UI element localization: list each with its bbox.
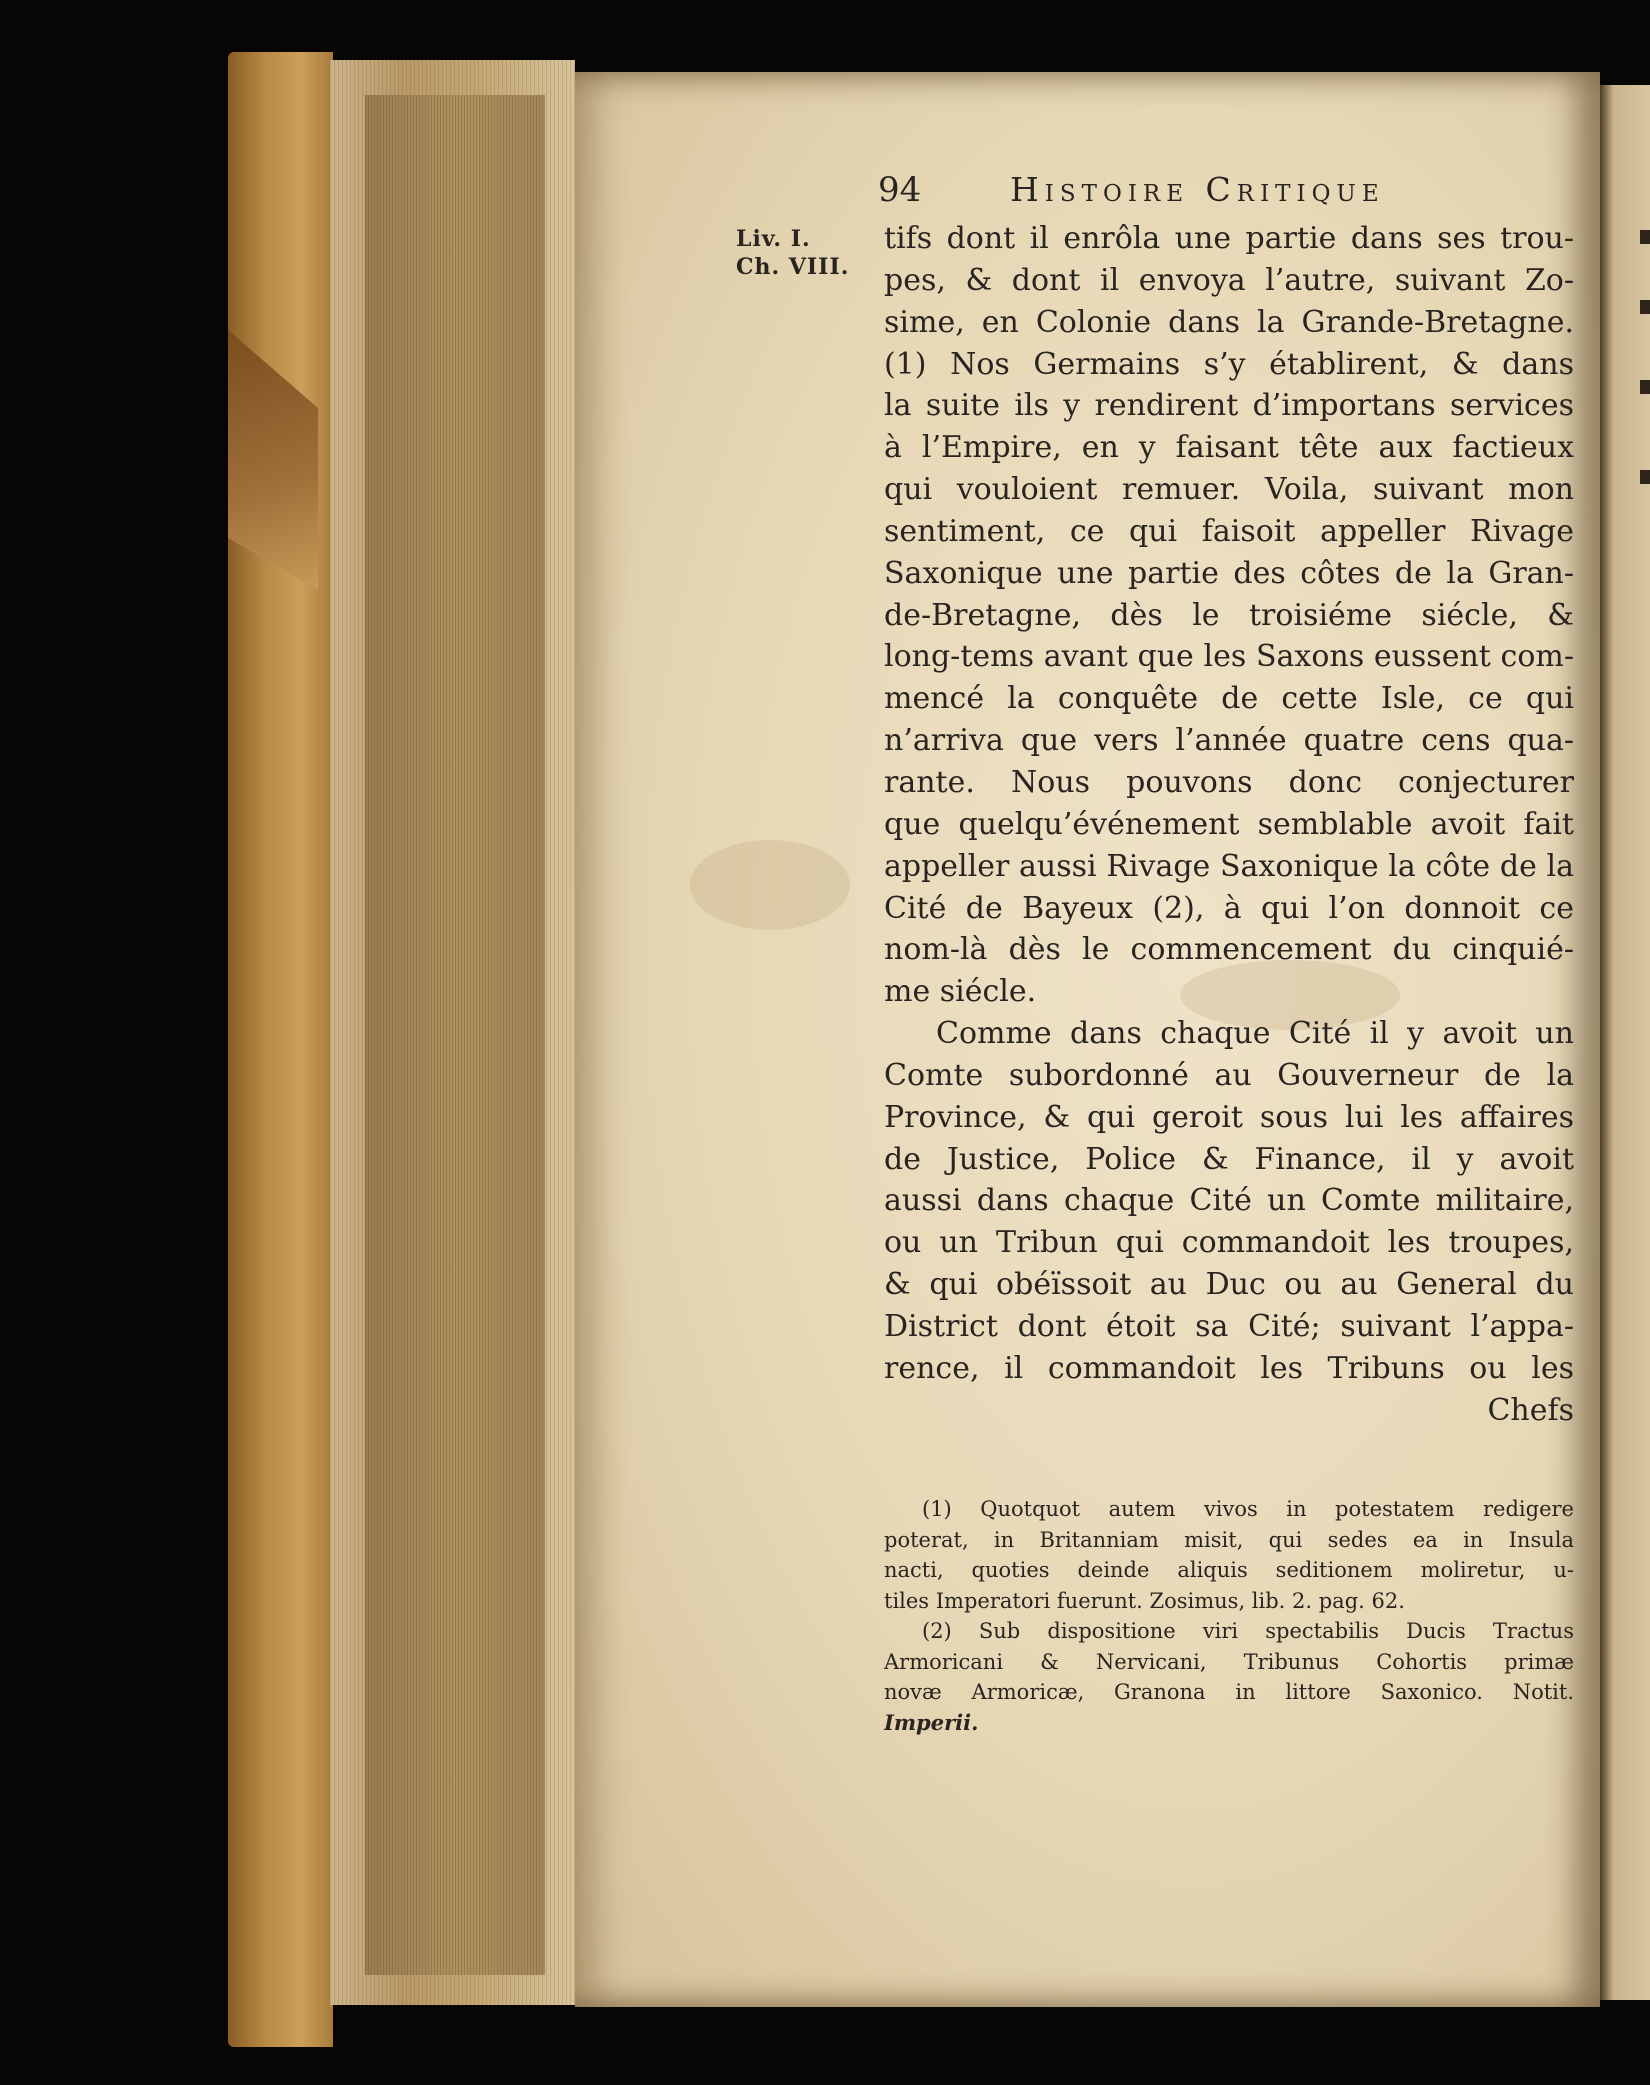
text-line: n’arriva que vers l’année quatre cens qua-	[884, 723, 1574, 759]
text-line: aussi dans chaque Cité un Comte militaire,	[884, 1183, 1574, 1219]
catchword: Chefs	[1487, 1392, 1574, 1428]
text-line: à l’Empire, en y faisant tête aux factieux	[884, 430, 1574, 466]
running-head: Histoire Critique	[1010, 170, 1385, 209]
footnote-line: tiles Imperatori fuerunt. Zosimus, lib. 2. pag. 62.	[884, 1588, 1405, 1613]
text-line: me siécle.	[884, 974, 1037, 1010]
text-line: sentiment, ce qui faisoit appeller Rivage	[884, 513, 1574, 549]
text-line: appeller aussi Rivage Saxonique la côte de la	[884, 848, 1574, 884]
text-line: que quelqu’événement semblable avoit fait	[884, 806, 1574, 842]
text-line: qui vouloient remuer. Voila, suivant mon	[884, 472, 1574, 508]
footnote-line: (2) Sub dispositione viri spectabilis Ducis Tractus	[922, 1619, 1574, 1643]
text-line: pes, & dont il envoya l’autre, suivant Zo-	[884, 262, 1574, 298]
text-line: Saxonique une partie des côtes de la Gran-	[884, 555, 1574, 591]
side-note-chapter: Ch. VIII.	[736, 254, 850, 280]
footnote-line: Imperii.	[884, 1709, 979, 1735]
facing-page-edge	[1598, 85, 1650, 2000]
text-line: Comte subordonné au Gouverneur de la	[884, 1057, 1574, 1093]
text-line: sime, en Colonie dans la Grande-Bretagne.	[884, 304, 1574, 340]
body-text	[884, 218, 1574, 1431]
footnote-line: poterat, in Britanniam misit, qui sedes ea in Insula	[884, 1527, 1574, 1552]
text-line: de-Bretagne, dès le troisiéme siécle, &	[884, 597, 1574, 633]
text-line: Cité de Bayeux (2), à qui l’on donnoit ce	[884, 890, 1574, 926]
text-line: District dont étoit sa Cité; suivant l’appa-	[884, 1308, 1574, 1344]
facing-page-ink	[1640, 380, 1650, 394]
footnote-line: (1) Quotquot autem vivos in potestatem redigere	[922, 1497, 1574, 1521]
text-line: rante. Nous pouvons donc conjecturer	[884, 764, 1574, 800]
paper-stain	[690, 840, 850, 930]
facing-page-ink	[1640, 230, 1650, 244]
text-line: (1) Nos Germains s’y établirent, & dans	[884, 346, 1574, 382]
facing-page-ink	[1640, 470, 1650, 484]
side-note-book: Liv. I.	[736, 226, 811, 252]
page-number: 94	[878, 170, 922, 210]
footnotes	[884, 1494, 1574, 1738]
facing-page-ink	[1640, 300, 1650, 314]
text-line: tifs dont il enrôla une partie dans ses trou-	[884, 221, 1574, 256]
footnote-line: Armoricani & Nervicani, Tribunus Cohortis primæ	[884, 1649, 1574, 1674]
text-line: mencé la conquête de cette Isle, ce qui	[884, 681, 1574, 717]
text-line: ou un Tribun qui commandoit les troupes,	[884, 1225, 1574, 1261]
text-line: rence, il commandoit les Tribuns ou les	[884, 1350, 1574, 1386]
page-block-shadow	[365, 95, 545, 1975]
text-line: long-tems avant que les Saxons eussent com-	[884, 639, 1574, 675]
text-line: nom-là dès le commencement du cinquié-	[884, 932, 1574, 968]
text-line: Province, & qui geroit sous lui les affaires	[884, 1099, 1574, 1135]
text-line: la suite ils y rendirent d’importans services	[884, 388, 1574, 424]
text-line: & qui obéïssoit au Duc ou au General du	[884, 1267, 1574, 1303]
text-line: Comme dans chaque Cité il y avoit un	[936, 1016, 1574, 1052]
footnote-line: novæ Armoricæ, Granona in littore Saxonico. Notit.	[884, 1680, 1574, 1704]
footnote-line: nacti, quoties deinde aliquis seditionem moliretur, u-	[884, 1558, 1574, 1582]
text-line: de Justice, Police & Finance, il y avoit	[884, 1141, 1574, 1177]
